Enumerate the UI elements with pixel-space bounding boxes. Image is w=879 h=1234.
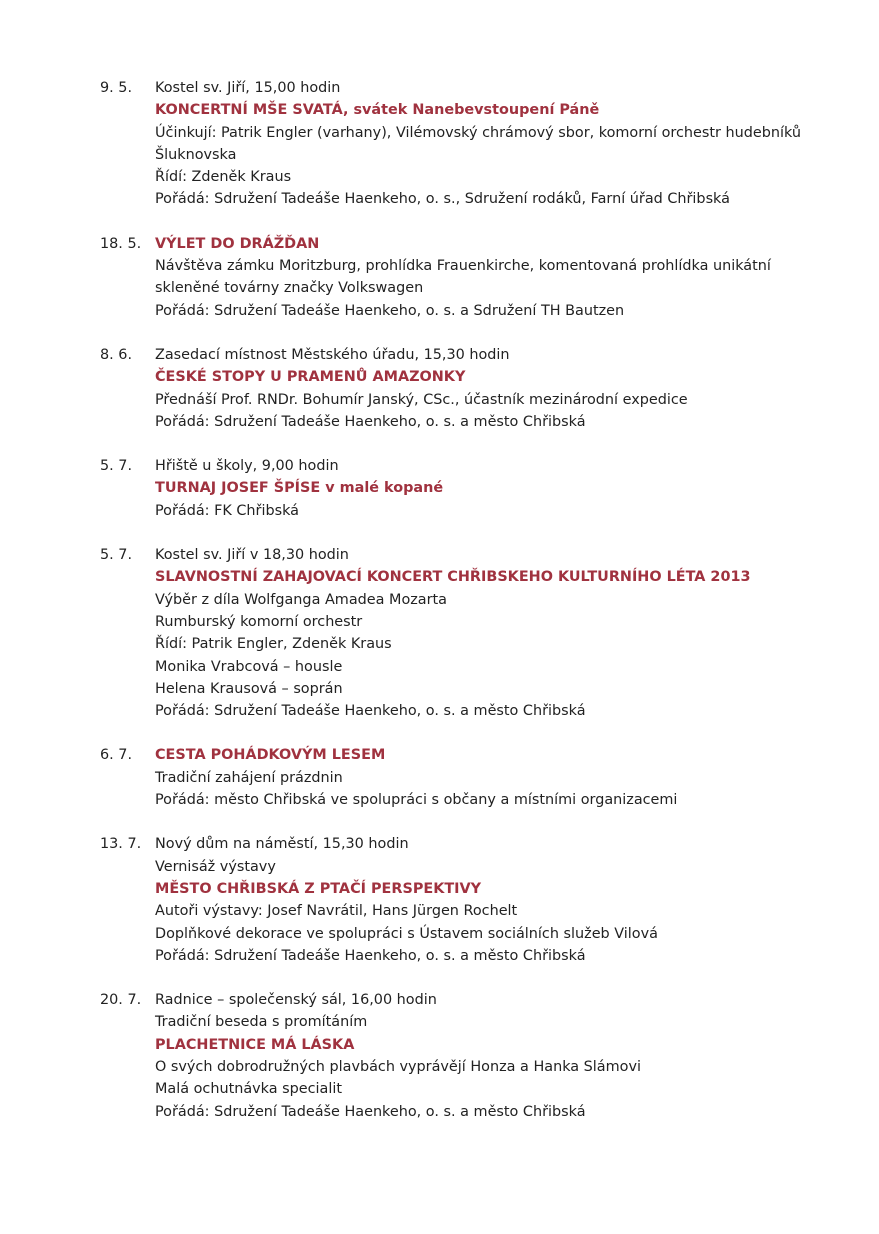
event-detail-line: Pořádá: Sdružení Tadeáše Haenkeho, o. s. a město Chřibská	[155, 413, 586, 430]
event-content	[155, 77, 840, 211]
event-detail-line: Pořádá: Sdružení Tadeáše Haenkeho, o. s. a město Chřibská	[155, 947, 586, 964]
event-detail-line: Helena Krausová – soprán	[155, 680, 343, 697]
event-date: 6. 7.	[100, 747, 133, 764]
event-content	[155, 455, 840, 522]
event-content	[155, 344, 840, 433]
event-item	[100, 544, 840, 722]
event-detail-line: Návštěva zámku Moritzburg, prohlídka Frauenkirche, komentovaná prohlídka unikátní skleněné továrny značky Volkswagen	[155, 258, 771, 297]
event-detail-line: Pořádá: Sdružení Tadeáše Haenkeho, o. s. a město Chřibská	[155, 1103, 586, 1120]
event-date: 20. 7.	[100, 992, 142, 1009]
event-title: VÝLET DO DRÁŽĎAN	[155, 235, 320, 252]
event-content	[155, 744, 840, 811]
event-title: ČESKÉ STOPY U PRAMENŮ AMAZONKY	[155, 369, 466, 386]
event-item	[100, 455, 840, 522]
event-detail-line: Zasedací místnost Městského úřadu, 15,30 hodin	[155, 346, 510, 363]
event-detail-line: Pořádá: Sdružení Tadeáše Haenkeho, o. s. a Sdružení TH Bautzen	[155, 302, 625, 319]
event-title: KONCERTNÍ MŠE SVATÁ, svátek Nanebevstoupení Páně	[155, 102, 600, 119]
event-item	[100, 744, 840, 811]
event-detail-line: Radnice – společenský sál, 16,00 hodin	[155, 992, 437, 1009]
event-date: 8. 6.	[100, 346, 133, 363]
event-detail-line: Nový dům na náměstí, 15,30 hodin	[155, 836, 409, 853]
event-detail-line: Hřiště u školy, 9,00 hodin	[155, 458, 339, 475]
event-item	[100, 989, 840, 1123]
event-date: 18. 5.	[100, 235, 142, 252]
event-detail-line: Pořádá: Sdružení Tadeáše Haenkeho, o. s. a město Chřibská	[155, 703, 586, 720]
event-detail-line: Rumburský komorní orchestr	[155, 613, 363, 630]
event-detail-line: Pořádá: Sdružení Tadeáše Haenkeho, o. s., Sdružení rodáků, Farní úřad Chřibská	[155, 191, 730, 208]
event-detail-line: Malá ochutnávka specialit	[155, 1081, 343, 1098]
event-content	[155, 989, 840, 1123]
event-detail-line: Tradiční beseda s promítáním	[155, 1014, 368, 1031]
event-date: 9. 5.	[100, 80, 133, 96]
event-item	[100, 344, 840, 433]
event-detail-line: Autoři výstavy: Josef Navrátil, Hans Jürgen Rochelt	[155, 903, 518, 920]
event-title: TURNAJ JOSEF ŠPÍSE v malé kopané	[155, 480, 444, 497]
event-content	[155, 233, 840, 322]
event-date: 13. 7.	[100, 836, 142, 853]
event-detail-line: Kostel sv. Jiří, 15,00 hodin	[155, 80, 341, 96]
event-title: MĚSTO CHŘIBSKÁ Z PTAČÍ PERSPEKTIVY	[155, 880, 482, 897]
event-detail-line: O svých dobrodružných plavbách vyprávějí Honza a Hanka Slámovi	[155, 1058, 641, 1075]
event-title: CESTA POHÁDKOVÝM LESEM	[155, 747, 386, 764]
event-detail-line: Výběr z díla Wolfganga Amadea Mozarta	[155, 591, 447, 608]
event-date: 5. 7.	[100, 458, 133, 475]
event-detail-line: Doplňkové dekorace ve spolupráci s Ústavem sociálních služeb Vilová	[155, 925, 658, 942]
event-item	[100, 833, 840, 967]
event-content	[155, 833, 840, 967]
event-detail-line: Přednáší Prof. RNDr. Bohumír Janský, CSc., účastník mezinárodní expedice	[155, 391, 688, 408]
event-detail-line: Kostel sv. Jiří v 18,30 hodin	[155, 547, 349, 564]
event-list	[100, 77, 840, 1145]
event-title: SLAVNOSTNÍ ZAHAJOVACÍ KONCERT CHŘIBSKEHO KULTURNÍHO LÉTA 2013	[155, 569, 751, 586]
event-item	[100, 233, 840, 322]
event-detail-line: Účinkují: Patrik Engler (varhany), Vilémovský chrámový sbor, komorní orchestr hudebníků Šluknovska	[155, 124, 801, 163]
event-detail-line: Tradiční zahájení prázdnin	[155, 769, 343, 786]
event-date: 5. 7.	[100, 547, 133, 564]
event-detail-line: Monika Vrabcová – housle	[155, 658, 343, 675]
event-detail-line: Řídí: Patrik Engler, Zdeněk Kraus	[155, 636, 392, 653]
event-item	[100, 77, 840, 211]
event-detail-line: Řídí: Zdeněk Kraus	[155, 169, 292, 186]
event-title: PLACHETNICE MÁ LÁSKA	[155, 1036, 355, 1053]
event-detail-line: Vernisáž výstavy	[155, 858, 276, 875]
event-detail-line: Pořádá: město Chřibská ve spolupráci s občany a místními organizacemi	[155, 792, 678, 809]
event-detail-line: Pořádá: FK Chřibská	[155, 502, 299, 519]
event-content	[155, 544, 840, 722]
